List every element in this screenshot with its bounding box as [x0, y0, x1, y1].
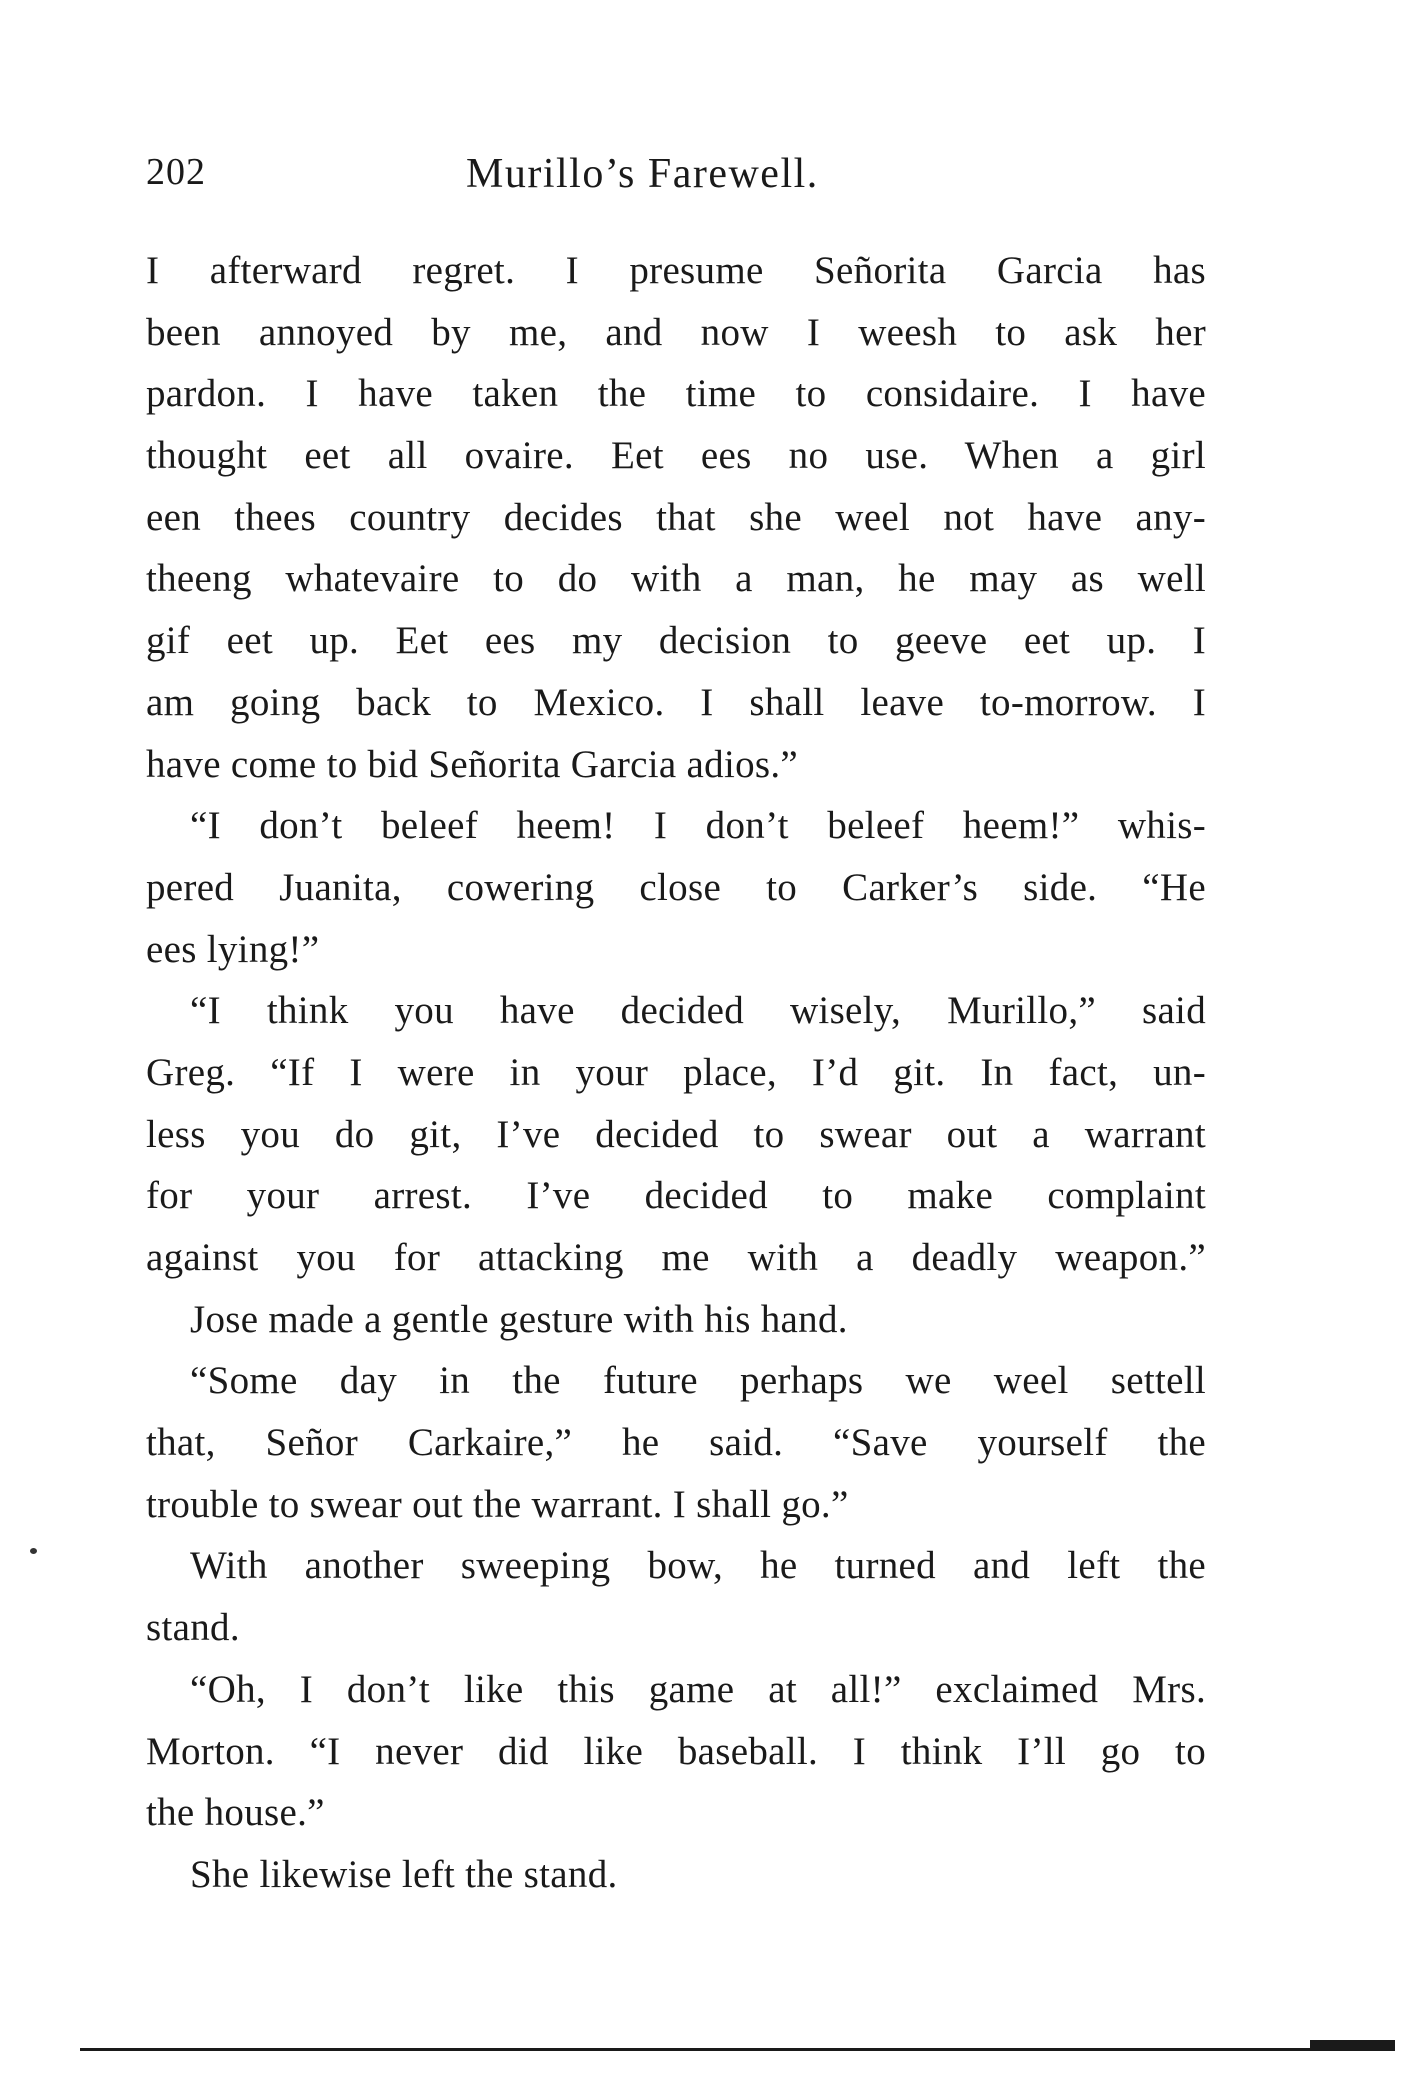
text-line: ees lying!”: [146, 927, 320, 971]
text-line: “Some day in the future perhaps we weel settell: [190, 1359, 1206, 1403]
bottom-rule: [80, 2048, 1395, 2051]
text-line: Greg. “If I were in your place, I’d git. In fact, un-: [146, 1050, 1206, 1094]
page-number: 202: [146, 151, 206, 193]
bottom-rule-edge: [1310, 2040, 1395, 2051]
text-line: for your arrest. I’ve decided to make complaint: [146, 1174, 1206, 1218]
text-line: trouble to swear out the warrant. I shall go.”: [146, 1482, 849, 1526]
body-text: [146, 240, 1206, 1906]
text-line: stand.: [146, 1606, 240, 1650]
text-line: “I don’t beleef heem! I don’t beleef heem!” whis-: [190, 804, 1206, 848]
text-line: less you do git, I’ve decided to swear out a warrant: [146, 1112, 1206, 1156]
text-line: have come to bid Señorita Garcia adios.”: [146, 742, 799, 786]
text-line: am going back to Mexico. I shall leave to-morrow. I: [146, 680, 1206, 724]
text-line: against you for attacking me with a deadly weapon.”: [146, 1236, 1206, 1279]
text-line: She likewise left the stand.: [190, 1852, 618, 1896]
text-line: gif eet up. Eet ees my decision to geeve eet up. I: [146, 619, 1206, 663]
page-header: [146, 150, 1206, 210]
text-line: pered Juanita, cowering close to Carker’s side. “He: [146, 865, 1206, 909]
text-line: pardon. I have taken the time to considaire. I have: [146, 372, 1206, 416]
text-line: “Oh, I don’t like this game at all!” exclaimed Mrs.: [190, 1667, 1206, 1711]
text-line: With another sweeping bow, he turned and left the: [190, 1544, 1206, 1588]
text-line: that, Señor Carkaire,” he said. “Save yourself the: [146, 1421, 1206, 1465]
text-line: Morton. “I never did like baseball. I think I’ll go to: [146, 1729, 1206, 1773]
text-line: Jose made a gentle gesture with his hand.: [190, 1297, 848, 1341]
ink-speck: [30, 1548, 37, 1554]
text-line: theeng whatevaire to do with a man, he may as well: [146, 557, 1206, 601]
text-line: een thees country decides that she weel not have any-: [146, 495, 1206, 539]
running-title: Murillo’s Farewell.: [466, 151, 819, 197]
text-line: I afterward regret. I presume Señorita Garcia has: [146, 249, 1206, 292]
text-line: “I think you have decided wisely, Murillo,” said: [190, 989, 1206, 1033]
text-line: thought eet all ovaire. Eet ees no use. When a girl: [146, 434, 1206, 478]
text-line: the house.”: [146, 1791, 325, 1835]
text-line: been annoyed by me, and now I weesh to ask her: [146, 310, 1206, 354]
